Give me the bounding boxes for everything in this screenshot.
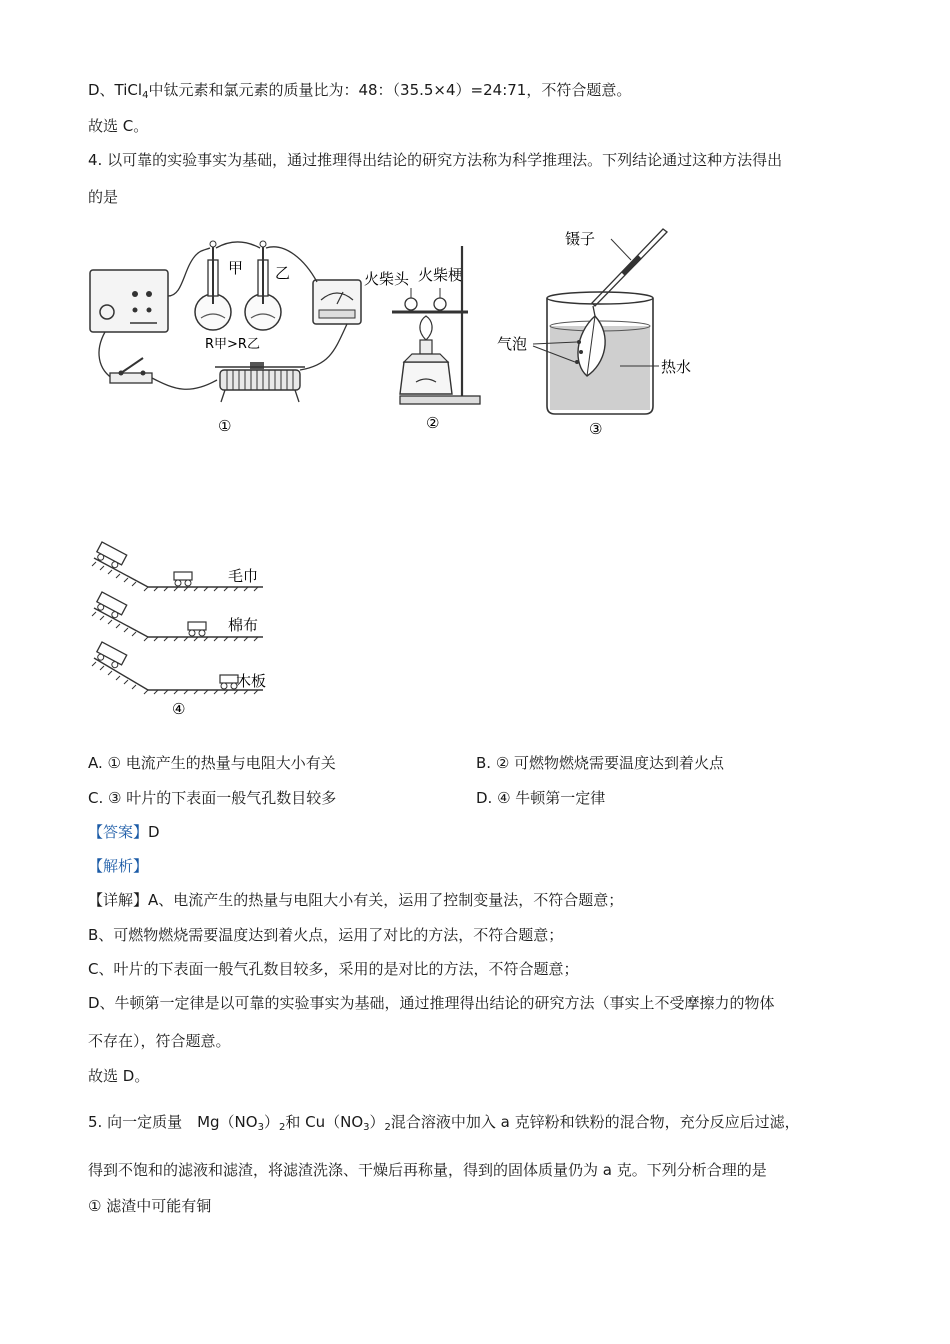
flame (420, 316, 432, 340)
option-b: B. ② 可燃物燃烧需要温度达到着火点 (476, 754, 725, 772)
detail-c: C、叶片的下表面一般气孔数目较多，采用的是对比的方法，不符合题意； (88, 960, 579, 978)
q5-item1: ① 滤渣中可能有铜 (88, 1197, 212, 1215)
label-bubbles: 气泡 (497, 335, 528, 353)
surface-label: 木板 (236, 672, 267, 690)
answer-label: 【答案】 (88, 823, 149, 841)
figure-number: ① (218, 417, 232, 435)
label-yi: 乙 (275, 264, 291, 282)
flask-yi (245, 241, 281, 330)
text-seg: D、TiCl (88, 81, 143, 99)
text-seg: 混合溶液中加入 a 克锌粉和铁粉的混合物，充分反应后过滤， (390, 1113, 800, 1131)
label-jia: 甲 (228, 259, 244, 277)
analysis-label: 【解析】 (88, 857, 149, 875)
figure-number: ③ (589, 420, 603, 438)
detail-label: 【详解】 (88, 891, 149, 909)
figure-number: ② (426, 414, 440, 432)
figure-cart-slopes (88, 540, 288, 720)
label-tweezers: 镊子 (565, 230, 596, 248)
detail-text: A、电流产生的热量与电阻大小有关，运用了控制变量法，不符合题意； (148, 891, 624, 909)
detail-b: B、可燃物燃烧需要温度达到着火点，运用了对比的方法，不符合题意； (88, 926, 564, 944)
label-hot-water: 热水 (661, 358, 692, 376)
ammeter (313, 280, 361, 324)
alcohol-lamp (400, 362, 452, 394)
figure-leaf-hot-water (495, 224, 710, 439)
label-match-stem: 火柴梗 (418, 266, 464, 284)
slope-row-towel (92, 542, 263, 591)
text-seg: 中钛元素和氯元素的质量比为：48：（35.5×4）=24:71，不符合题意。 (148, 81, 632, 99)
option-a: A. ① 电流产生的热量与电阻大小有关 (88, 754, 336, 772)
answer-line (88, 822, 160, 842)
resistance-relation: R甲>R乙 (205, 337, 260, 352)
detail-d-line2: 不存在），符合题意。 (88, 1032, 231, 1050)
q3-choose: 故选 C。 (88, 117, 149, 135)
subscript: 3 (257, 1122, 264, 1133)
subscript: 2 (384, 1122, 391, 1133)
q5-stem-line1 (88, 1112, 800, 1138)
rheostat (215, 362, 305, 402)
switch (110, 358, 152, 383)
text-seg: ） (369, 1113, 385, 1131)
slope-row-cotton (92, 592, 263, 641)
q5-stem-line2: 得到不饱和的滤液和滤渣，将滤渣洗涤、干燥后再称量，得到的固体质量仍为 a 克。下列分析合理的是 (88, 1161, 767, 1179)
label-match-head: 火柴头 (364, 270, 410, 288)
slope-row-wood (92, 642, 266, 694)
q3-option-d-explanation (88, 80, 631, 106)
figure-match-burning (360, 236, 490, 436)
flask-jia (195, 241, 231, 330)
text-seg: 5. 向一定质量 Mg（NO (88, 1113, 258, 1131)
answer-value: D (148, 823, 160, 841)
q4-stem-line1: 4. 以可靠的实验事实为基础，通过推理得出结论的研究方法称为科学推理法。下列结论通过这种方法得出 (88, 151, 783, 169)
text-seg: 和 Cu（NO (285, 1113, 364, 1131)
stand-base (400, 396, 480, 404)
q4-stem-line2: 的是 (88, 188, 119, 206)
q4-choose: 故选 D。 (88, 1067, 150, 1085)
subscript: 3 (363, 1122, 370, 1133)
subscript: 4 (142, 90, 149, 101)
figure-circuit (85, 230, 365, 440)
subscript: 2 (278, 1122, 286, 1133)
surface-label: 毛巾 (228, 567, 259, 585)
surface-label: 棉布 (228, 616, 259, 634)
figure-number: ④ (172, 700, 186, 718)
text-seg: ） (263, 1113, 279, 1131)
detail-a (88, 890, 623, 910)
option-d: D. ④ 牛顿第一定律 (476, 789, 606, 807)
detail-d-line1: D、牛顿第一定律是以可靠的实验事实为基础，通过推理得出结论的研究方法（事实上不受摩擦力的物体 (88, 994, 775, 1012)
option-c: C. ③ 叶片的下表面一般气孔数目较多 (88, 789, 337, 807)
